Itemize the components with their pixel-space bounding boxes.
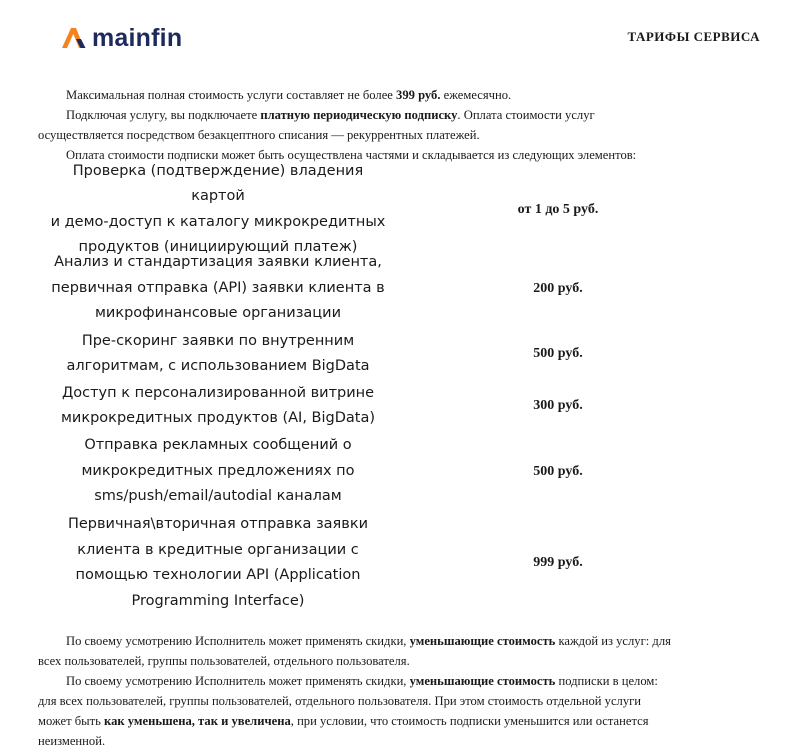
intro-paragraph-parts: Оплата стоимости подписки может быть осуществлена частями и складывается из следующих элементов: xyxy=(66,148,637,162)
discount-paragraph-services: По своему усмотрению Исполнитель может применять скидки, уменьшающие стоимость каждой из услуг: для всех пользователей, группы пользователей, отдельного пользователя. xyxy=(38,634,671,668)
page-title: ТАРИФЫ СЕРВИСА xyxy=(627,29,760,44)
tariff-description: Первичная\вторичная отправка заявки клиента в кредитные организации с помощью технологии API (Application Programming Interface) xyxy=(67,516,369,609)
tariff-price: 500 руб. xyxy=(533,346,583,361)
tariff-description: Анализ и стандартизация заявки клиента, первичная отправка (API) заявки клиента в микрофинансовые организации xyxy=(51,254,385,322)
tariff-description: Проверка (подтверждение) владения картой и демо-доступ к каталогу микрокредитных продуктов (инициирующий платеж) xyxy=(50,162,386,255)
intro-paragraph-max-cost: Максимальная полная стоимость услуги составляет не более 399 руб. ежемесячно. xyxy=(66,88,512,102)
page-header xyxy=(0,0,796,70)
tariff-price: 300 руб. xyxy=(533,398,583,413)
mainfin-logo-icon xyxy=(62,27,90,49)
tariff-price: от 1 до 5 руб. xyxy=(517,201,599,217)
logo-wordmark: mainfin xyxy=(92,24,183,52)
intro-paragraph-subscription: Подключая услугу, вы подключаете платную периодическую подписку. Оплата стоимости услуг осуществляется посредством безакцептного списания — рекуррентных платежей. xyxy=(38,108,595,142)
tariff-table xyxy=(46,162,706,615)
tariff-price: 200 руб. xyxy=(533,280,583,296)
tariff-row xyxy=(46,380,706,432)
tariff-description: Пре-скоринг заявки по внутренним алгоритмам, с использованием BigData xyxy=(66,332,370,374)
tariff-row xyxy=(46,511,706,615)
tariff-row xyxy=(46,432,706,511)
mainfin-logo[interactable] xyxy=(62,22,182,54)
tariff-price: 999 руб. xyxy=(533,555,583,570)
tariff-row xyxy=(46,162,706,255)
discount-paragraph-subscription: По своему усмотрению Исполнитель может применять скидки, уменьшающие стоимость подписки в целом: для всех пользователей, группы пользователей, отдельного пользователя. При этом стоимость отдельной услуги может быть как уменьшена, так и увеличена, при условии, что стоимость подписки уменьшится или останется неизменной. xyxy=(38,674,658,748)
tariff-price: 500 руб. xyxy=(533,463,583,479)
tariff-description: Доступ к персонализированной витрине микрокредитных продуктов (AI, BigData) xyxy=(60,384,375,426)
tariff-row xyxy=(46,328,706,380)
tariff-description: Отправка рекламных сообщений о микрокредитных предложениях по sms/push/email/autodial каналам xyxy=(81,437,355,505)
tariff-row xyxy=(46,249,706,328)
